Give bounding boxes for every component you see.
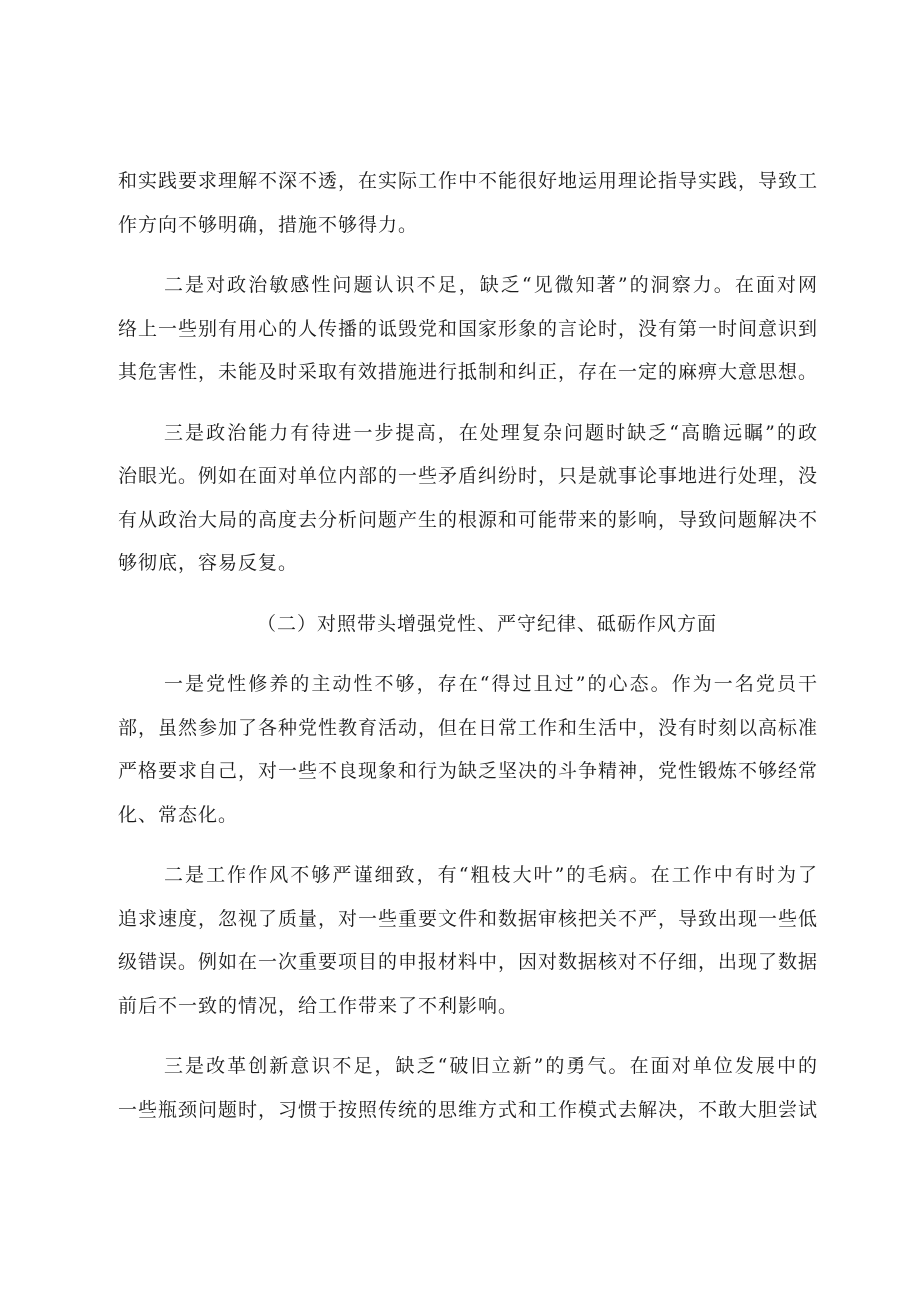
document-body — [118, 160, 818, 1132]
text-line: 部，虽然参加了各种党性教育活动，但在日常工作和生活中，没有时刻以高标准 — [118, 716, 819, 739]
text-line: 络上一些别有用心的人传播的诋毁党和国家形象的言论时，没有第一时间意识到 — [118, 317, 819, 340]
text-line: 三是政治能力有待进一步提高，在处理复杂问题时缺乏“高瞻远瞩”的政 — [164, 421, 818, 444]
section-heading — [118, 603, 818, 647]
text-line: 化、常态化。 — [118, 803, 239, 826]
text-line: 其危害性，未能及时采取有效措施进行抵制和纠正，存在一定的麻痹大意思想。 — [118, 361, 819, 383]
text-line: 严格要求自己，对一些不良现象和行为缺乏坚决的斗争精神，党性锻炼不够经常 — [118, 760, 819, 782]
text-line: 和实践要求理解不深不透，在实际工作中不能很好地运用理论指导实践，导致工 — [118, 170, 819, 192]
paragraph — [118, 663, 818, 837]
heading-text: （二）对照带头增强党性、严守纪律、砥砺作风方面 — [256, 612, 717, 635]
text-line: 够彻底，容易反复。 — [118, 552, 299, 574]
paragraph — [118, 160, 818, 247]
paragraph — [118, 1045, 818, 1132]
text-line: 二是对政治敏感性问题认识不足，缺乏“见微知著”的洞察力。在面对网 — [164, 274, 818, 296]
text-line: 二是工作作风不够严谨细致，有“粗枝大叶”的毛病。在工作中有时为了 — [164, 864, 818, 886]
text-line: 有从政治大局的高度去分析问题产生的根源和可能带来的影响，导致问题解决不 — [118, 508, 819, 531]
paragraph — [118, 854, 818, 1028]
text-line: 前后不一致的情况，给工作带来了不利影响。 — [118, 994, 519, 1017]
text-line: 作方向不够明确，措施不够得力。 — [118, 213, 419, 236]
text-line: 一些瓶颈问题时，习惯于按照传统的思维方式和工作模式去解决，不敢大胆尝试 — [118, 1098, 819, 1121]
text-line: 三是改革创新意识不足，缺乏“破旧立新”的勇气。在面对单位发展中的 — [164, 1055, 818, 1077]
text-line: 治眼光。例如在面对单位内部的一些矛盾纠纷时，只是就事论事地进行处理，没 — [118, 465, 819, 487]
text-line: 一是党性修养的主动性不够，存在“得过且过”的心态。作为一名党员干 — [164, 673, 818, 695]
paragraph — [118, 264, 818, 395]
paragraph — [118, 412, 818, 586]
text-line: 级错误。例如在一次重要项目的申报材料中，因对数据核对不仔细，出现了数据 — [118, 951, 819, 973]
text-line: 追求速度，忽视了质量，对一些重要文件和数据审核把关不严，导致出现一些低 — [118, 907, 819, 930]
